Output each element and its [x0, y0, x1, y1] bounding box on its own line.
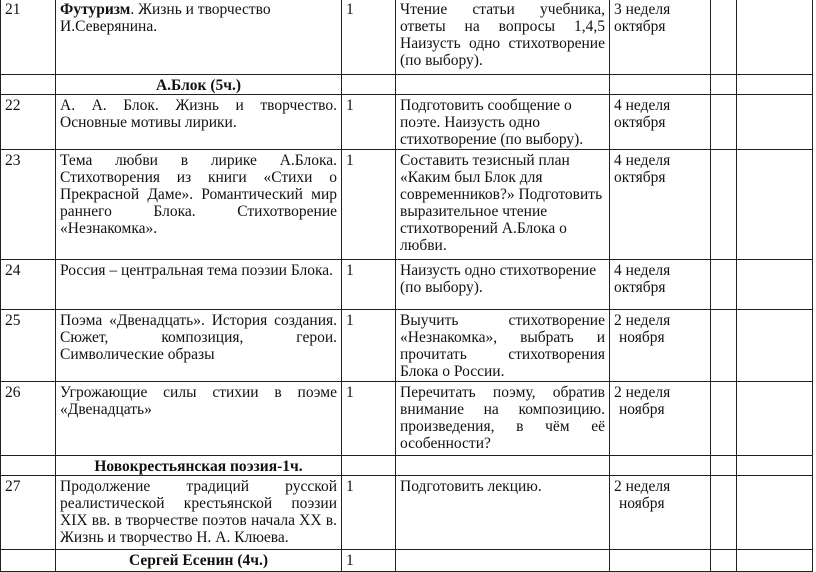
empty-cell [610, 456, 711, 476]
lesson-homework: Наизусть одно стихотворение (по выбору). [396, 260, 610, 310]
empty-cell [711, 0, 737, 75]
lesson-date: 4 неделя октября [610, 95, 711, 150]
lesson-number: 21 [1, 0, 56, 75]
lesson-hours: 1 [342, 476, 396, 550]
empty-cell [711, 150, 737, 260]
section-row [1, 550, 813, 572]
empty-cell [711, 310, 737, 382]
lesson-topic: Тема любви в лирике А.Блока. Стихотворения из книги «Стихи о Прекрасной Даме». Романтический мир раннего Блока. Стихотворение «Незнакомка». [56, 150, 342, 260]
empty-cell [711, 75, 737, 95]
empty-cell [737, 456, 813, 476]
lesson-hours: 1 [342, 150, 396, 260]
section-title: Новокрестьянская поэзия-1ч. [56, 456, 342, 476]
lesson-homework: Подготовить лекцию. [396, 476, 610, 550]
lesson-date: 4 неделя октября [610, 150, 711, 260]
empty-cell [396, 456, 610, 476]
empty-cell [737, 382, 813, 456]
empty-cell [737, 150, 813, 260]
empty-cell [737, 550, 813, 572]
lesson-number: 22 [1, 95, 56, 150]
empty-cell [711, 456, 737, 476]
empty-cell [711, 550, 737, 572]
section-row [1, 75, 813, 95]
empty-cell [737, 0, 813, 75]
empty-cell [711, 476, 737, 550]
empty-cell [610, 550, 711, 572]
lesson-number: 24 [1, 260, 56, 310]
empty-cell [737, 75, 813, 95]
lesson-hours: 1 [342, 0, 396, 75]
lesson-number: 26 [1, 382, 56, 456]
empty-cell [711, 260, 737, 310]
lesson-hours: 1 [342, 382, 396, 456]
section-title: А.Блок (5ч.) [56, 75, 342, 95]
table-row [1, 260, 813, 310]
lesson-homework: Составить тезисный план «Каким был Блок для современников?» Подготовить выразительное чтение стихотворений А.Блока о любви. [396, 150, 610, 260]
lesson-date: 3 неделя октября [610, 0, 711, 75]
table-row [1, 476, 813, 550]
section-hours [342, 456, 396, 476]
lesson-date: 4 неделя октября [610, 260, 711, 310]
empty-cell [610, 75, 711, 95]
empty-cell [396, 75, 610, 95]
empty-cell [711, 382, 737, 456]
lesson-topic: Россия – центральная тема поэзии Блока. [56, 260, 342, 310]
lesson-number: 27 [1, 476, 56, 550]
lesson-hours: 1 [342, 310, 396, 382]
section-hours: 1 [342, 550, 396, 572]
lesson-date: 2 неделя ноября [610, 476, 711, 550]
table-row [1, 0, 813, 75]
empty-cell [396, 550, 610, 572]
lesson-homework: Перечитать поэму, обратив внимание на композицию. произведения, в чём её особенности? [396, 382, 610, 456]
table-row [1, 310, 813, 382]
lesson-hours: 1 [342, 260, 396, 310]
empty-cell [1, 75, 56, 95]
section-hours [342, 75, 396, 95]
section-row [1, 456, 813, 476]
lesson-topic: Продолжение традиций русской реалистической крестьянской поэзии XIX вв. в творчестве поэтов начала XX в. Жизнь и творчество Н. А. Клюева. [56, 476, 342, 550]
lesson-date: 2 неделя ноября [610, 310, 711, 382]
empty-cell [737, 260, 813, 310]
lesson-number: 25 [1, 310, 56, 382]
empty-cell [711, 95, 737, 150]
lesson-topic: Футуризм. Жизнь и творчество И.Северянина. [56, 0, 342, 75]
empty-cell [737, 476, 813, 550]
lesson-hours: 1 [342, 95, 396, 150]
table-row [1, 150, 813, 260]
empty-cell [737, 95, 813, 150]
lesson-topic: Угрожающие силы стихии в поэме «Двенадцать» [56, 382, 342, 456]
table-row [1, 382, 813, 456]
lesson-topic: Поэма «Двенадцать». История создания. Сюжет, композиция, герои. Символические образы [56, 310, 342, 382]
empty-cell [1, 550, 56, 572]
lesson-homework: Подготовить сообщение о поэте. Наизусть одно стихотворение (по выбору). [396, 95, 610, 150]
empty-cell [737, 310, 813, 382]
lesson-homework: Чтение статьи учебника, ответы на вопросы 1,4,5 Наизусть одно стихотворение (по выбору). [396, 0, 610, 75]
lesson-number: 23 [1, 150, 56, 260]
lesson-date: 2 неделя ноября [610, 382, 711, 456]
table-row [1, 95, 813, 150]
lesson-topic: А. А. Блок. Жизнь и творчество. Основные мотивы лирики. [56, 95, 342, 150]
lesson-homework: Выучить стихотворение «Незнакомка», выбрать и прочитать стихотворения Блока о России. [396, 310, 610, 382]
empty-cell [1, 456, 56, 476]
section-title: Сергей Есенин (4ч.) [56, 550, 342, 572]
